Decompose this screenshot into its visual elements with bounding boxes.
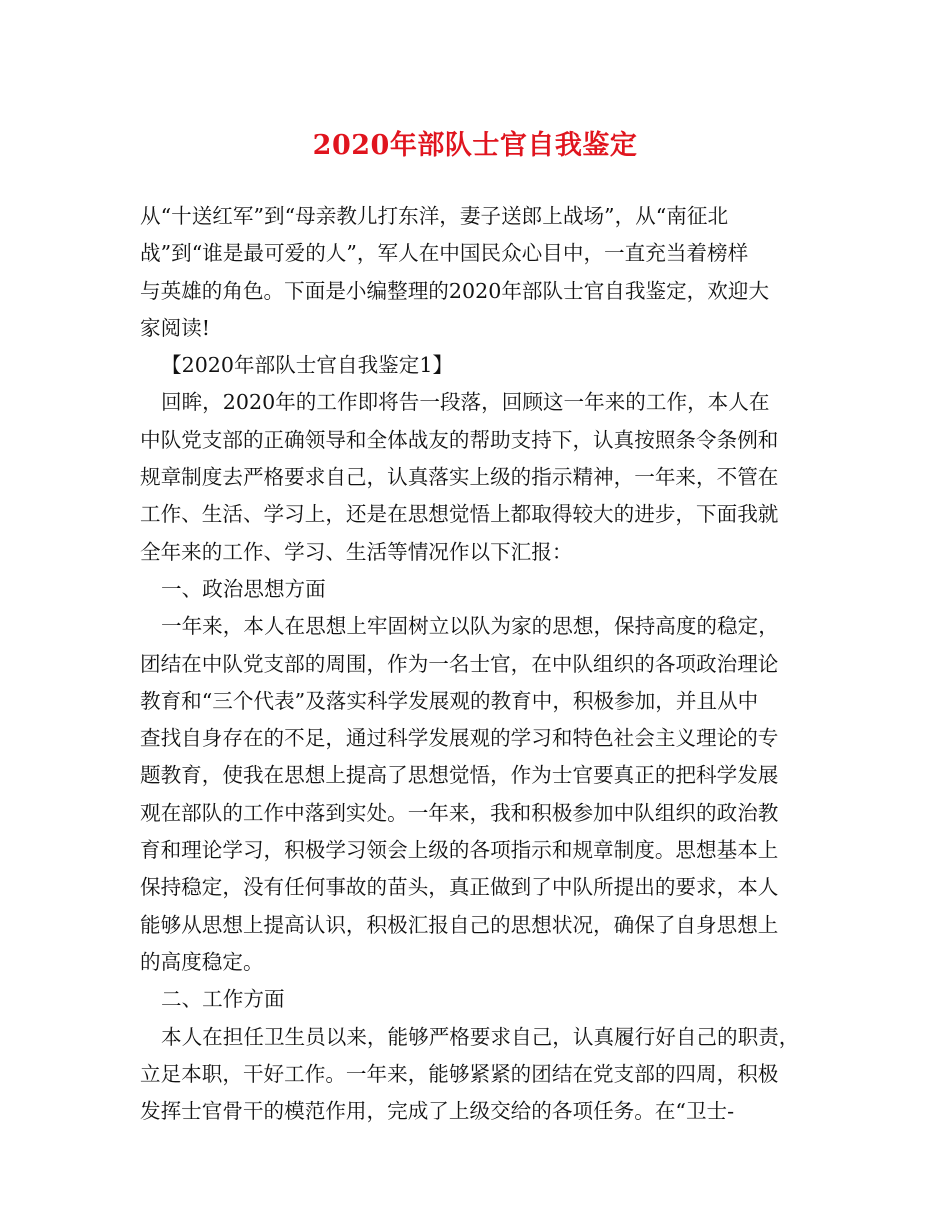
body-line: 保持稳定，没有任何事故的苗头，真正做到了中队所提出的要求，本人 (140, 875, 779, 900)
body-line: 中队党支部的正确领导和全体战友的帮助支持下，认真按照条令条例和 (140, 427, 779, 452)
body-line: 从“十送红军”到“母亲教儿打东洋，妻子送郎上战场”，从“南征北 (140, 204, 729, 228)
body-line: 与英雄的角色。下面是小编整理的2020年部队士官自我鉴定，欢迎大 (140, 278, 770, 303)
body-line: 的高度稳定。 (140, 949, 264, 974)
body-line: 回眸，2020年的工作即将告一段落，回顾这一年来的工作，本人在 (161, 390, 770, 415)
body-line: 全年来的工作、学习、生活等情况作以下汇报： (140, 539, 573, 564)
document-body (140, 198, 818, 1130)
body-line: 能够从思想上提高认识，积极汇报自己的思想状况，确保了自身思想上 (140, 912, 779, 937)
body-line: 工作、生活、学习上，还是在思想觉悟上都取得较大的进步，下面我就 (140, 502, 779, 527)
body-line: 教育和“三个代表”及落实科学发展观的教育中，积极参加，并且从中 (140, 688, 759, 713)
body-line: 规章制度去严格要求自己，认真落实上级的指示精神，一年来，不管在 (140, 465, 779, 490)
body-line: 【2020年部队士官自我鉴定1】 (161, 353, 454, 378)
body-line: 二、工作方面 (161, 987, 285, 1012)
document-title: 2020年部队士官自我鉴定 (312, 130, 638, 161)
body-line: 战”到“谁是最可爱的人”，军人在中国民众心目中，一直充当着榜样 (140, 241, 749, 266)
body-line: 观在部队的工作中落到实处。一年来，我和积极参加中队组织的政治教 (140, 800, 779, 825)
body-line: 立足本职，干好工作。一年来，能够紧紧的团结在党支部的四周，积极 (140, 1061, 779, 1086)
body-line: 团结在中队党支部的周围，作为一名士官，在中队组织的各项政治理论 (140, 651, 779, 676)
body-line: 一年来，本人在思想上牢固树立以队为家的思想，保持高度的稳定， (161, 614, 779, 639)
body-line: 发挥士官骨干的模范作用，完成了上级交给的各项任务。在“卫士- (140, 1099, 735, 1124)
body-line: 家阅读! (140, 315, 211, 340)
body-line: 查找自身存在的不足，通过科学发展观的学习和特色社会主义理论的专 (140, 726, 779, 751)
body-line: 题教育，使我在思想上提高了思想觉悟，作为士官要真正的把科学发展 (140, 763, 779, 788)
body-line: 本人在担任卫生员以来，能够严格要求自己，认真履行好自己的职责， (161, 1024, 800, 1049)
body-line: 一、政治思想方面 (161, 576, 326, 601)
body-line: 育和理论学习，积极学习领会上级的各项指示和规章制度。思想基本上 (140, 838, 779, 863)
